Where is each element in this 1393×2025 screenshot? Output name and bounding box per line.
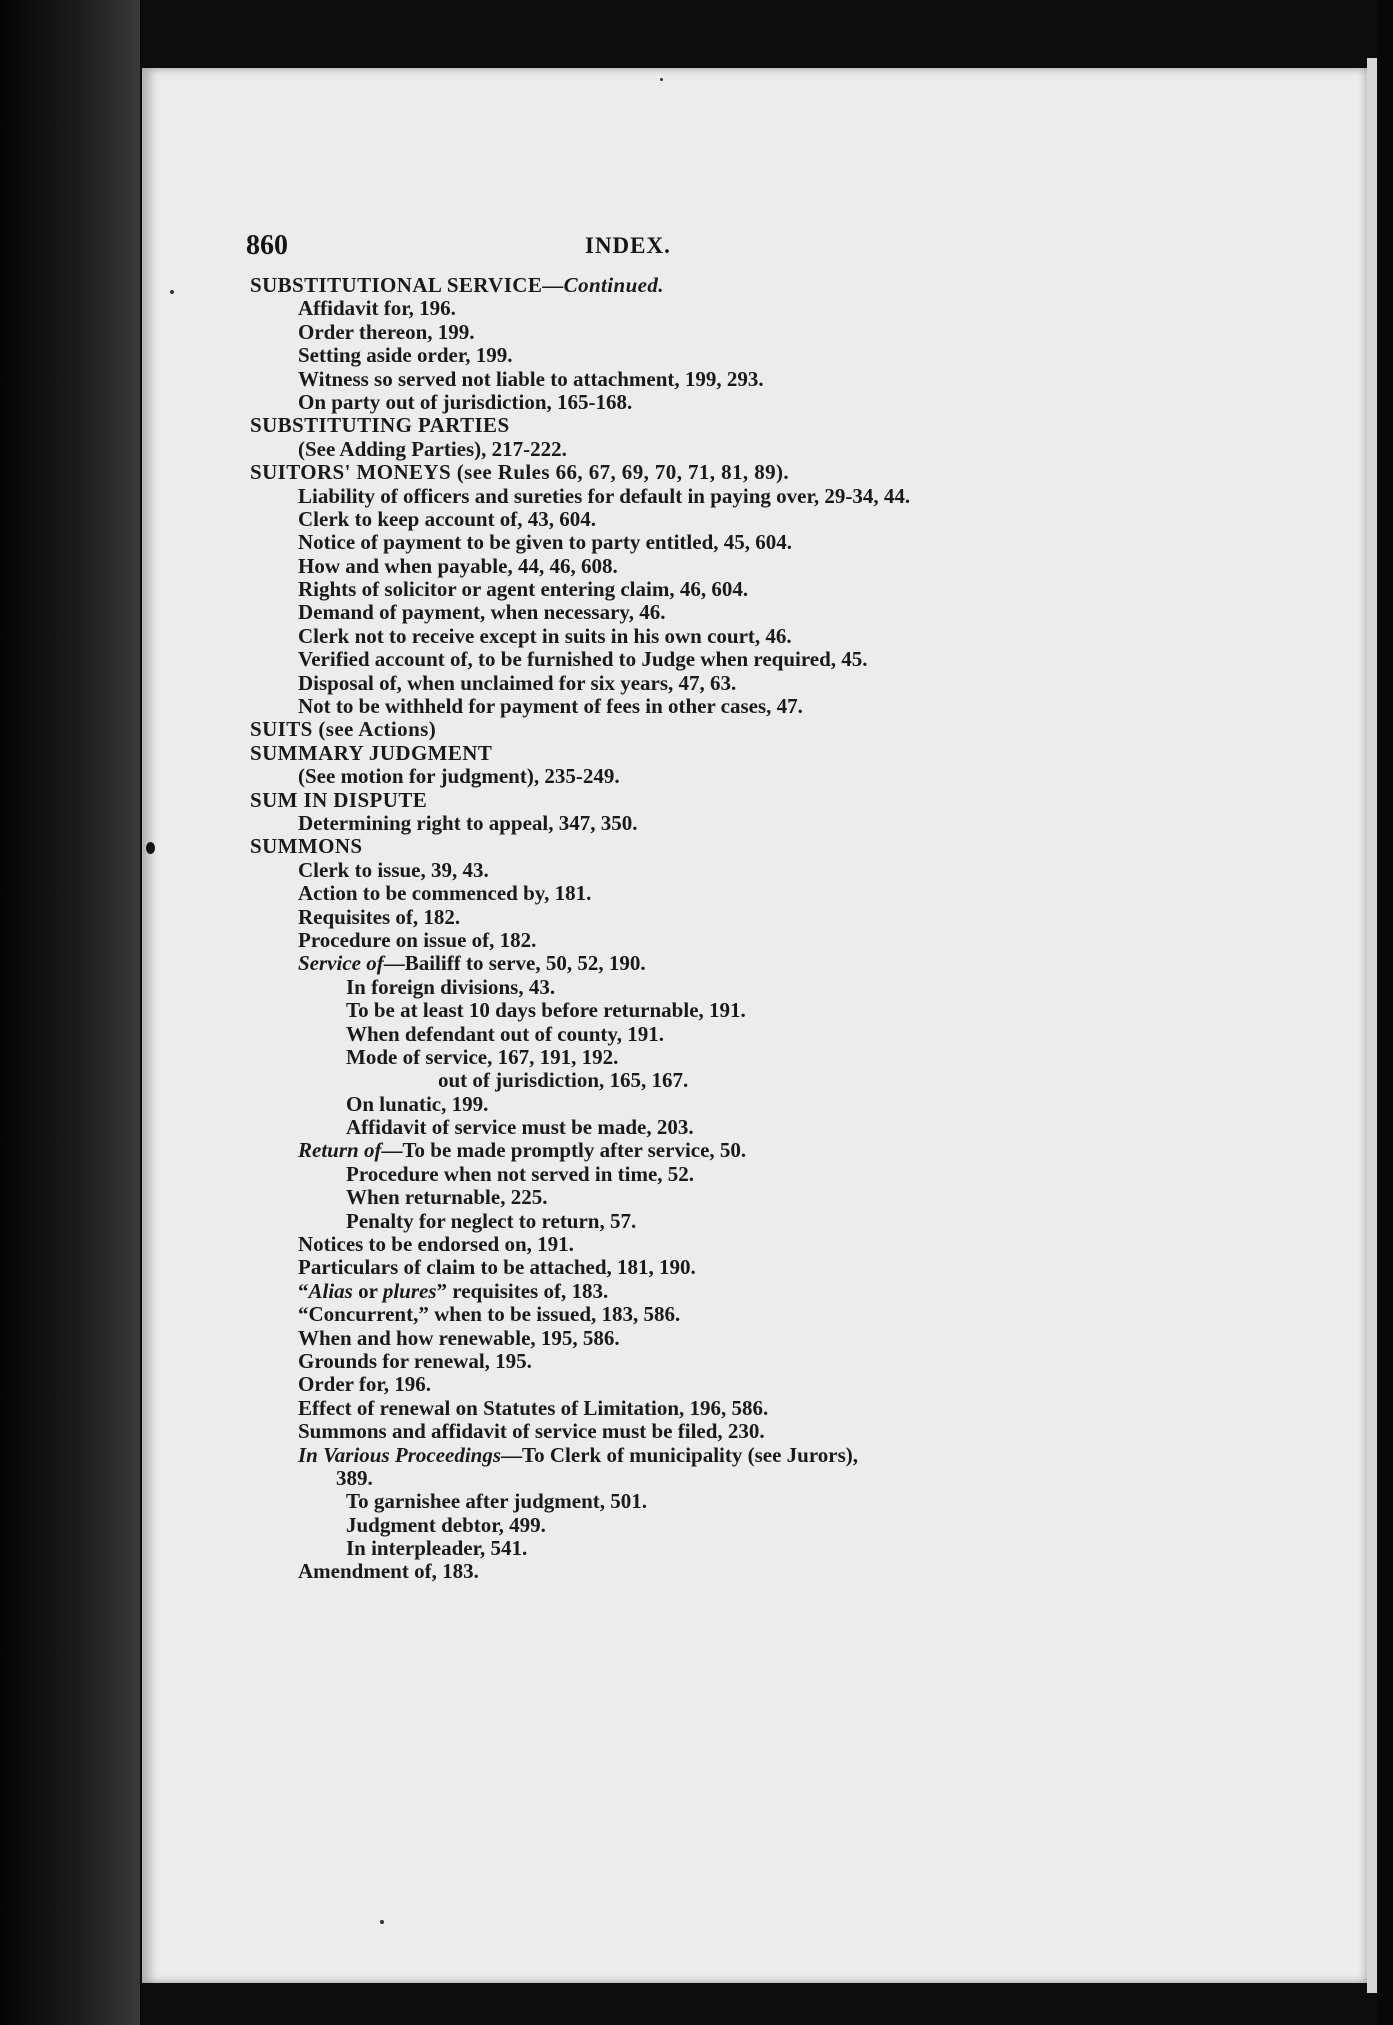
entry-text: SUITS (see Actions) [250, 717, 437, 742]
entry-text: Requisites of, 182. [298, 904, 461, 929]
entry-text-part: Alias [308, 1278, 353, 1303]
entry-text: Liability of officers and sureties for default in paying over, 29-34, 44. [298, 483, 911, 508]
index-entry [250, 1093, 1200, 1116]
entry-text: (See Adding Parties), 217-222. [298, 436, 567, 461]
index-entry [250, 672, 1200, 695]
index-heading [250, 461, 1200, 484]
scan-right-margin [1377, 0, 1393, 2025]
entry-text: Verified account of, to be furnished to Judge when required, 45. [298, 647, 868, 672]
entry-text: 389. [336, 1465, 373, 1490]
index-entry [250, 1210, 1200, 1233]
index-entry [250, 999, 1200, 1022]
index-entry [250, 1514, 1200, 1537]
index-entry [250, 1444, 1200, 1467]
index-entry [250, 578, 1200, 601]
entry-text-part: or [352, 1278, 383, 1303]
entry-text: Demand of payment, when necessary, 46. [298, 600, 666, 625]
scan-speck [146, 842, 155, 854]
index-entry [250, 695, 1200, 718]
index-entry [250, 1303, 1200, 1326]
index-entry [250, 648, 1200, 671]
entry-text: SUM IN DISPUTE [250, 787, 428, 812]
entry-text: Setting aside order, 199. [298, 343, 513, 368]
entry-text-part: “ [298, 1278, 309, 1303]
entry-subhead: In Various Proceedings [298, 1442, 502, 1467]
index-entry [250, 508, 1200, 531]
index-heading [250, 274, 1200, 297]
index-entry [250, 1046, 1200, 1069]
index-heading [250, 718, 1200, 741]
entry-text: SUMMARY JUDGMENT [250, 740, 493, 765]
entry-text-part: ” requisites of, 183. [436, 1278, 609, 1303]
entry-text: Amendment of, 183. [298, 1559, 479, 1584]
entry-text: SUMMONS [250, 834, 363, 859]
index-entry [250, 555, 1200, 578]
entry-text: On party out of jurisdiction, 165-168. [298, 389, 633, 414]
index-entry [250, 1560, 1200, 1583]
entry-text: Not to be withheld for payment of fees in other cases, 47. [298, 694, 803, 719]
entry-text: Clerk to keep account of, 43, 604. [298, 506, 597, 531]
index-entry [250, 1373, 1200, 1396]
index-entry [250, 906, 1200, 929]
scan-speck [380, 1920, 384, 1924]
entry-text: When defendant out of county, 191. [346, 1021, 664, 1046]
entry-text: Particulars of claim to be attached, 181, 190. [298, 1255, 696, 1280]
index-heading [250, 414, 1200, 437]
index-entry [250, 1490, 1200, 1513]
entry-text: Grounds for renewal, 195. [298, 1348, 532, 1373]
index-entry [250, 344, 1200, 367]
entry-text: —Bailiff to serve, 50, 52, 190. [383, 951, 646, 976]
index-entry [250, 601, 1200, 624]
index-heading [250, 789, 1200, 812]
entry-text: (See motion for judgment), 235-249. [298, 764, 620, 789]
index-entry [250, 952, 1200, 975]
entry-text: Rights of solicitor or agent entering claim, 46, 604. [298, 577, 749, 602]
index-entry [250, 1116, 1200, 1139]
index-entry [250, 1397, 1200, 1420]
entry-text: Notices to be endorsed on, 191. [298, 1232, 574, 1257]
entry-text: Order thereon, 199. [298, 319, 475, 344]
scan-speck [660, 78, 663, 81]
entry-text: To be at least 10 days before returnable, 191. [346, 998, 746, 1023]
index-entry [250, 1186, 1200, 1209]
entry-text: Clerk not to receive except in suits in his own court, 46. [298, 623, 792, 648]
index-entries [250, 274, 1200, 1584]
entry-subhead: Service of [298, 951, 384, 976]
index-entry [250, 485, 1200, 508]
index-entry [250, 1256, 1200, 1279]
index-entry [250, 531, 1200, 554]
entry-text: SUBSTITUTIONAL SERVICE— [250, 273, 564, 297]
index-entry [250, 1467, 1200, 1490]
entry-text: Disposal of, when unclaimed for six years, 47, 63. [298, 670, 737, 695]
entry-text: To garnishee after judgment, 501. [346, 1489, 647, 1514]
entry-text: In interpleader, 541. [346, 1536, 528, 1561]
index-entry [250, 368, 1200, 391]
entry-subhead: Return of [298, 1138, 382, 1163]
entry-text: Effect of renewal on Statutes of Limitation, 196, 586. [298, 1395, 769, 1420]
page-number: 860 [246, 230, 288, 261]
entry-text: Mode of service, 167, 191, 192. [346, 1044, 619, 1069]
entry-text: “Concurrent,” when to be issued, 183, 586. [298, 1302, 681, 1327]
running-head: INDEX. [585, 233, 671, 258]
index-entry [250, 438, 1200, 461]
entry-text: How and when payable, 44, 46, 608. [298, 553, 618, 578]
entry-text: Notice of payment to be given to party entitled, 45, 604. [298, 530, 793, 555]
index-entry [250, 1233, 1200, 1256]
index-entry [250, 765, 1200, 788]
entry-text: On lunatic, 199. [346, 1091, 489, 1116]
entry-text: —To be made promptly after service, 50. [381, 1138, 747, 1163]
entry-continued: Continued. [563, 273, 664, 297]
index-entry [250, 391, 1200, 414]
entry-text: Clerk to issue, 39, 43. [298, 857, 489, 882]
index-entry [250, 812, 1200, 835]
entry-text: Order for, 196. [298, 1372, 431, 1397]
scan-speck [170, 290, 174, 294]
index-entry [250, 1420, 1200, 1443]
entry-text: Judgment debtor, 499. [346, 1512, 546, 1537]
index-entry [250, 625, 1200, 648]
index-heading [250, 835, 1200, 858]
index-entry [250, 929, 1200, 952]
page-edge [1367, 58, 1377, 1993]
index-entry [250, 1023, 1200, 1046]
entry-text: In foreign divisions, 43. [346, 974, 556, 999]
entry-text: out of jurisdiction, 165, 167. [438, 1068, 689, 1093]
entry-text: Summons and affidavit of service must be filed, 230. [298, 1419, 765, 1444]
entry-text: Affidavit of service must be made, 203. [346, 1115, 694, 1140]
entry-text: Penalty for neglect to return, 57. [346, 1208, 637, 1233]
index-entry [250, 1537, 1200, 1560]
entry-text: SUBSTITUTING PARTIES [250, 413, 510, 438]
index-entry [250, 859, 1200, 882]
entry-text-part: plures [382, 1278, 437, 1303]
index-entry [250, 1327, 1200, 1350]
index-entry [250, 321, 1200, 344]
entry-text: Procedure when not served in time, 52. [346, 1161, 695, 1186]
entry-text: Affidavit for, 196. [298, 296, 456, 321]
entry-text: SUITORS' MONEYS (see Rules 66, 67, 69, 70, 71, 81, 89). [250, 460, 790, 485]
entry-text: When and how renewable, 195, 586. [298, 1325, 620, 1350]
index-entry [250, 297, 1200, 320]
index-entry [250, 1280, 1200, 1303]
entry-text: When returnable, 225. [346, 1185, 548, 1210]
index-entry [250, 882, 1200, 905]
index-entry [250, 1350, 1200, 1373]
entry-text: Procedure on issue of, 182. [298, 927, 537, 952]
entry-text: Witness so served not liable to attachment, 199, 293. [298, 366, 764, 391]
entry-text: Action to be commenced by, 181. [298, 881, 592, 906]
scan-left-margin [0, 0, 140, 2025]
index-entry [250, 1139, 1200, 1162]
entry-text: —To Clerk of municipality (see Jurors), [501, 1442, 859, 1467]
index-entry [250, 1069, 1200, 1092]
index-heading [250, 742, 1200, 765]
index-entry [250, 1163, 1200, 1186]
entry-text: Determining right to appeal, 347, 350. [298, 810, 638, 835]
index-entry [250, 976, 1200, 999]
